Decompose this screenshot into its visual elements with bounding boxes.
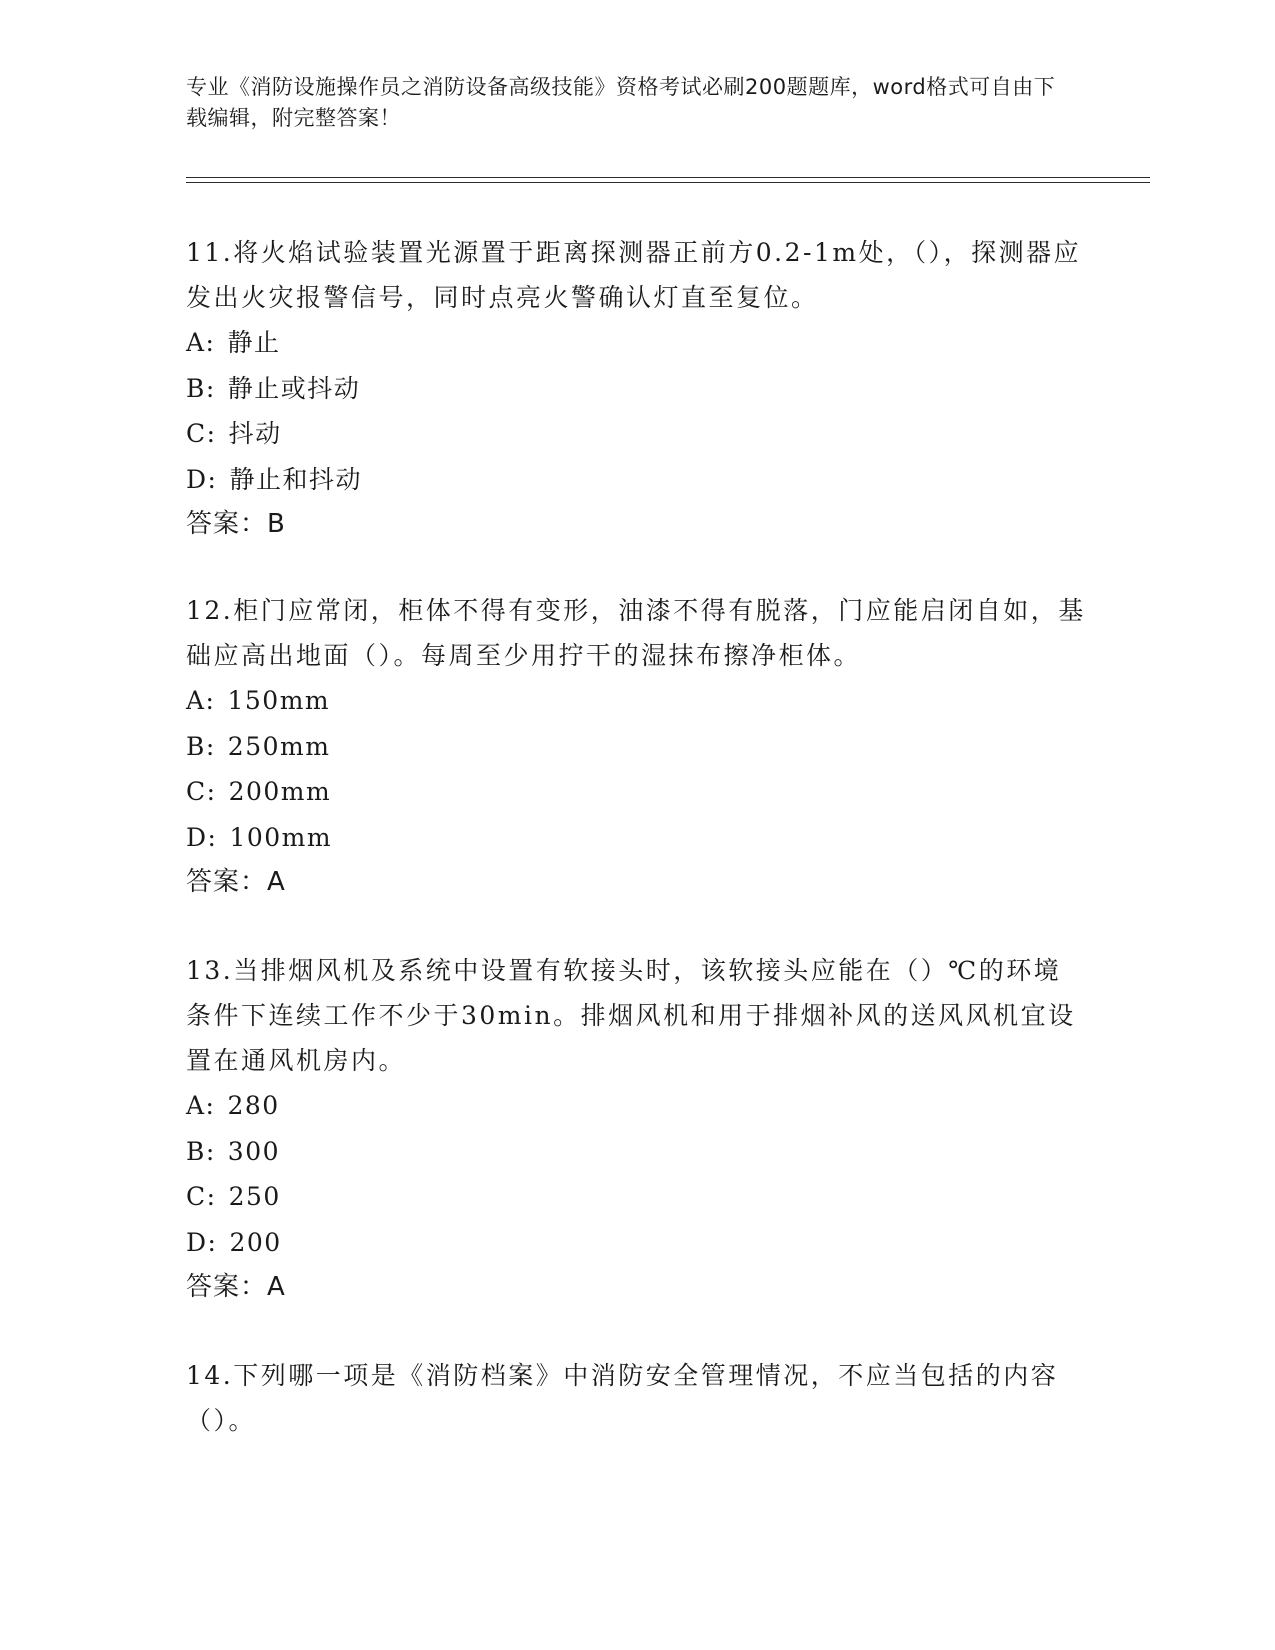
option-c (186, 1174, 1086, 1220)
option-text: 静止 (227, 328, 281, 357)
option-letter: D: (186, 464, 218, 494)
option-text: 100mm (229, 822, 333, 852)
option-d (186, 457, 1086, 503)
question-stem: 11.将火焰试验装置光源置于距离探测器正前方0.2-1m处，（），探测器应发出火灾报警信号，同时点亮火警确认灯直至复位。 (186, 238, 1082, 312)
option-text: 150mm (227, 686, 331, 715)
answer-line: 答案：A (186, 1272, 286, 1302)
option-letter: B: (186, 731, 216, 761)
option-b (186, 1129, 1086, 1175)
question-stem: 12.柜门应常闭，柜体不得有变形，油漆不得有脱落，门应能启闭自如，基础应高出地面（）。每周至少用拧干的湿抹布擦净柜体。 (186, 596, 1086, 670)
option-list (186, 678, 1086, 860)
document-header: 专业《消防设施操作员之消防设备高级技能》资格考试必刷200题题库，word格式可自由下载编辑，附完整答案！ (186, 75, 1056, 130)
header-divider-bottom (186, 182, 1150, 183)
option-text: 250mm (227, 731, 331, 761)
option-letter: C: (186, 1182, 217, 1211)
option-list (186, 1083, 1086, 1265)
option-a (186, 678, 1086, 724)
question-stem: 14.下列哪一项是《消防档案》中消防安全管理情况，不应当包括的内容（）。 (186, 1361, 1059, 1435)
question-stem: 13.当排烟风机及系统中设置有软接头时，该软接头应能在（）℃的环境条件下连续工作不少于30min。排烟风机和用于排烟补风的送风风机宜设置在通风机房内。 (186, 956, 1076, 1075)
answer-line: 答案：B (186, 509, 286, 539)
option-text: 300 (227, 1136, 281, 1166)
option-letter: C: (186, 419, 217, 448)
option-d (186, 815, 1086, 861)
option-letter: D: (186, 1227, 218, 1257)
header-divider-top (186, 177, 1150, 178)
option-text: 静止和抖动 (229, 464, 362, 494)
option-letter: A: (186, 686, 216, 715)
option-d (186, 1220, 1086, 1266)
option-text: 200mm (228, 777, 332, 806)
option-a (186, 320, 1086, 366)
option-letter: A: (186, 328, 216, 357)
option-b (186, 366, 1086, 412)
option-letter: B: (186, 1136, 216, 1166)
question-12 (186, 588, 1086, 905)
option-text: 抖动 (228, 419, 282, 448)
option-letter: B: (186, 373, 216, 403)
question-14 (186, 1353, 1086, 1443)
option-letter: C: (186, 777, 217, 806)
option-text: 200 (229, 1227, 282, 1257)
answer-line: 答案：A (186, 867, 286, 897)
question-11 (186, 230, 1086, 547)
option-c (186, 769, 1086, 815)
option-text: 静止或抖动 (227, 373, 361, 403)
option-letter: D: (186, 822, 218, 852)
option-a (186, 1083, 1086, 1129)
option-text: 280 (227, 1091, 280, 1120)
option-b (186, 724, 1086, 770)
option-text: 250 (228, 1182, 281, 1211)
question-13 (186, 948, 1086, 1310)
option-letter: A: (186, 1091, 216, 1120)
option-c (186, 411, 1086, 457)
option-list (186, 320, 1086, 502)
